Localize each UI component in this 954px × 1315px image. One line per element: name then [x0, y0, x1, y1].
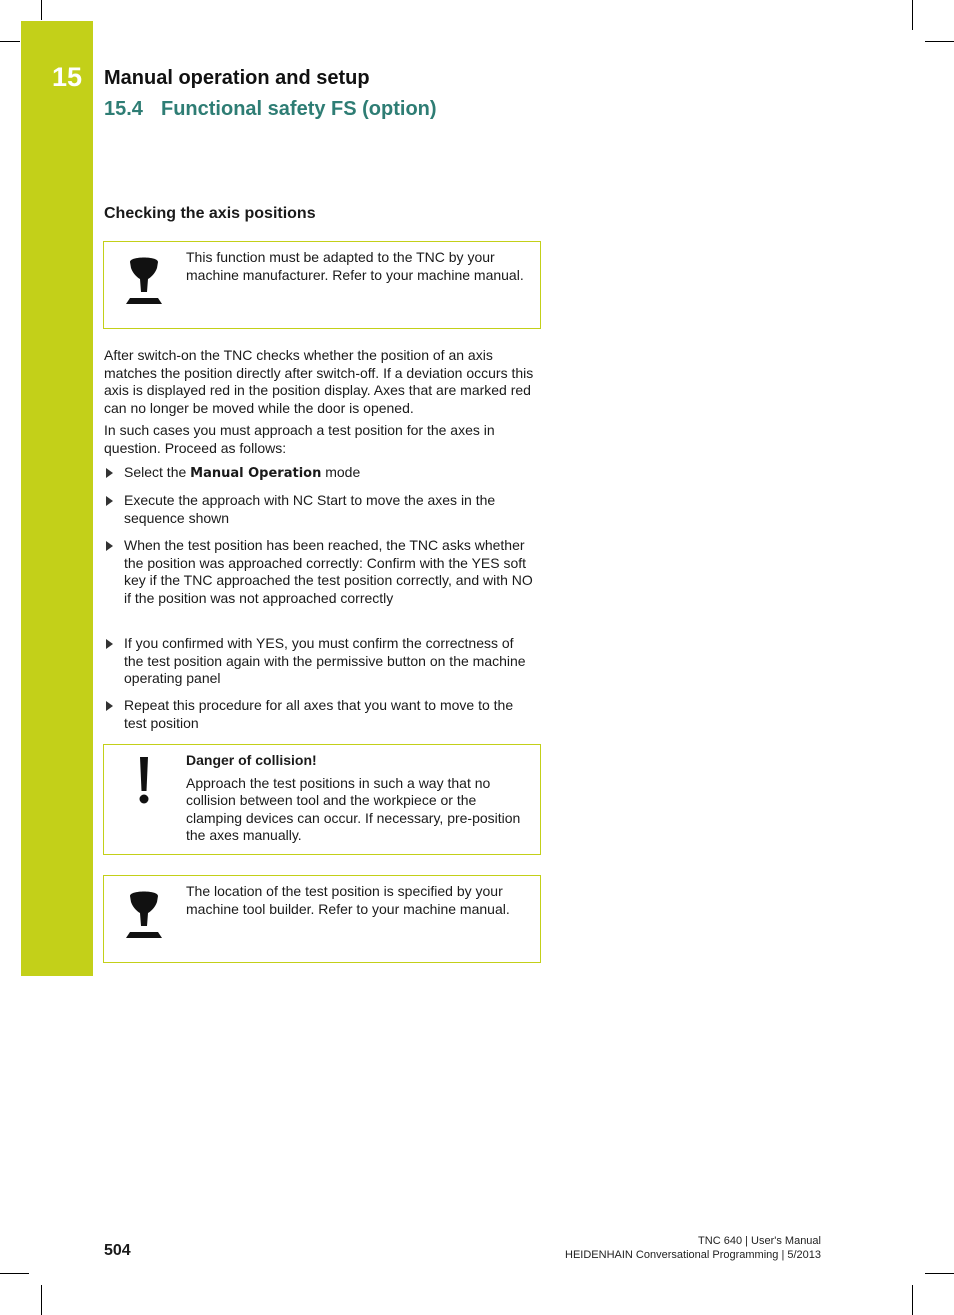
crop-mark — [0, 41, 20, 42]
chapter-title: Manual operation and setup — [104, 67, 370, 89]
step-text: If you confirmed with YES, you must confirm the correctness of the test position again with the permissive button on the machine operating panel — [124, 635, 526, 686]
step-item — [104, 697, 536, 732]
chapter-number: 15 — [52, 62, 83, 92]
machine-manufacturer-icon — [124, 254, 164, 306]
step-text-post: mode — [321, 464, 361, 480]
arrow-bullet-icon — [106, 639, 113, 649]
footer-line-2: HEIDENHAIN Conversational Programming | 5/2013 — [565, 1249, 821, 1261]
note-paragraph: This function must be adapted to the TNC by your machine manufacturer. Refer to your machine manual. — [186, 249, 524, 283]
note-box-manufacturer — [103, 241, 541, 329]
crop-mark — [41, 1285, 42, 1315]
note-icon-area — [104, 242, 186, 328]
warning-text — [186, 752, 526, 851]
softkey-name: Manual Operation — [190, 466, 322, 481]
crop-mark — [41, 0, 42, 20]
machine-manufacturer-icon — [124, 888, 164, 940]
arrow-bullet-icon — [106, 541, 113, 551]
warning-icon-area — [104, 745, 186, 854]
paragraph-2: In such cases you must approach a test position for the axes in question. Proceed as follows: — [104, 422, 495, 456]
arrow-bullet-icon — [106, 496, 113, 506]
arrow-bullet-icon — [106, 468, 113, 478]
step-text-pre: Select the — [124, 464, 191, 480]
body-paragraph — [104, 347, 536, 417]
section-title — [104, 98, 437, 121]
footer-line-1: TNC 640 | User's Manual — [698, 1235, 821, 1247]
subheading: Checking the axis positions — [104, 205, 316, 222]
note-box-location — [103, 875, 541, 963]
step-item — [104, 492, 536, 527]
crop-mark — [912, 1285, 913, 1315]
footer-info — [565, 1234, 821, 1262]
step-item — [104, 464, 536, 483]
crop-mark — [0, 1273, 29, 1274]
page-number: 504 — [104, 1242, 131, 1259]
step-text: Execute the approach with NC Start to move the axes in the sequence shown — [124, 492, 496, 526]
warning-box — [103, 744, 541, 855]
note-text — [186, 883, 526, 924]
exclamation-icon — [134, 757, 154, 807]
chapter-sidebar — [21, 21, 93, 976]
section-name: Functional safety FS (option) — [161, 98, 437, 120]
step-text: When the test position has been reached, the TNC asks whether the position was approached correctly: Confirm with the YES soft key if the TNC approached the test position correctly, and with NO if the position was not approached correctly — [124, 537, 533, 606]
step-text: Repeat this procedure for all axes that you want to move to the test position — [124, 697, 514, 731]
crop-mark — [925, 1273, 954, 1274]
warning-paragraph: Approach the test positions in such a way that no collision between tool and the workpiece or the clamping devices can occur. If necessary, pre-position the axes manually. — [186, 774, 521, 843]
step-text — [124, 464, 536, 483]
section-number: 15.4 — [104, 98, 143, 120]
body-paragraph — [104, 422, 536, 457]
crop-mark — [912, 0, 913, 30]
note-icon-area — [104, 876, 186, 962]
note-text — [186, 249, 526, 290]
step-item — [104, 537, 536, 607]
paragraph-1: After switch-on the TNC checks whether the position of an axis matches the position directly after switch-off. If a deviation occurs this axis is displayed red in the position display. Axes that are marked red can no longer be moved while the door is opened. — [104, 347, 534, 416]
crop-mark — [925, 41, 954, 42]
note-paragraph: The location of the test position is specified by your machine tool builder. Refer to your machine manual. — [186, 883, 510, 917]
step-item — [104, 635, 536, 688]
warning-title: Danger of collision! — [186, 752, 317, 768]
arrow-bullet-icon — [106, 701, 113, 711]
